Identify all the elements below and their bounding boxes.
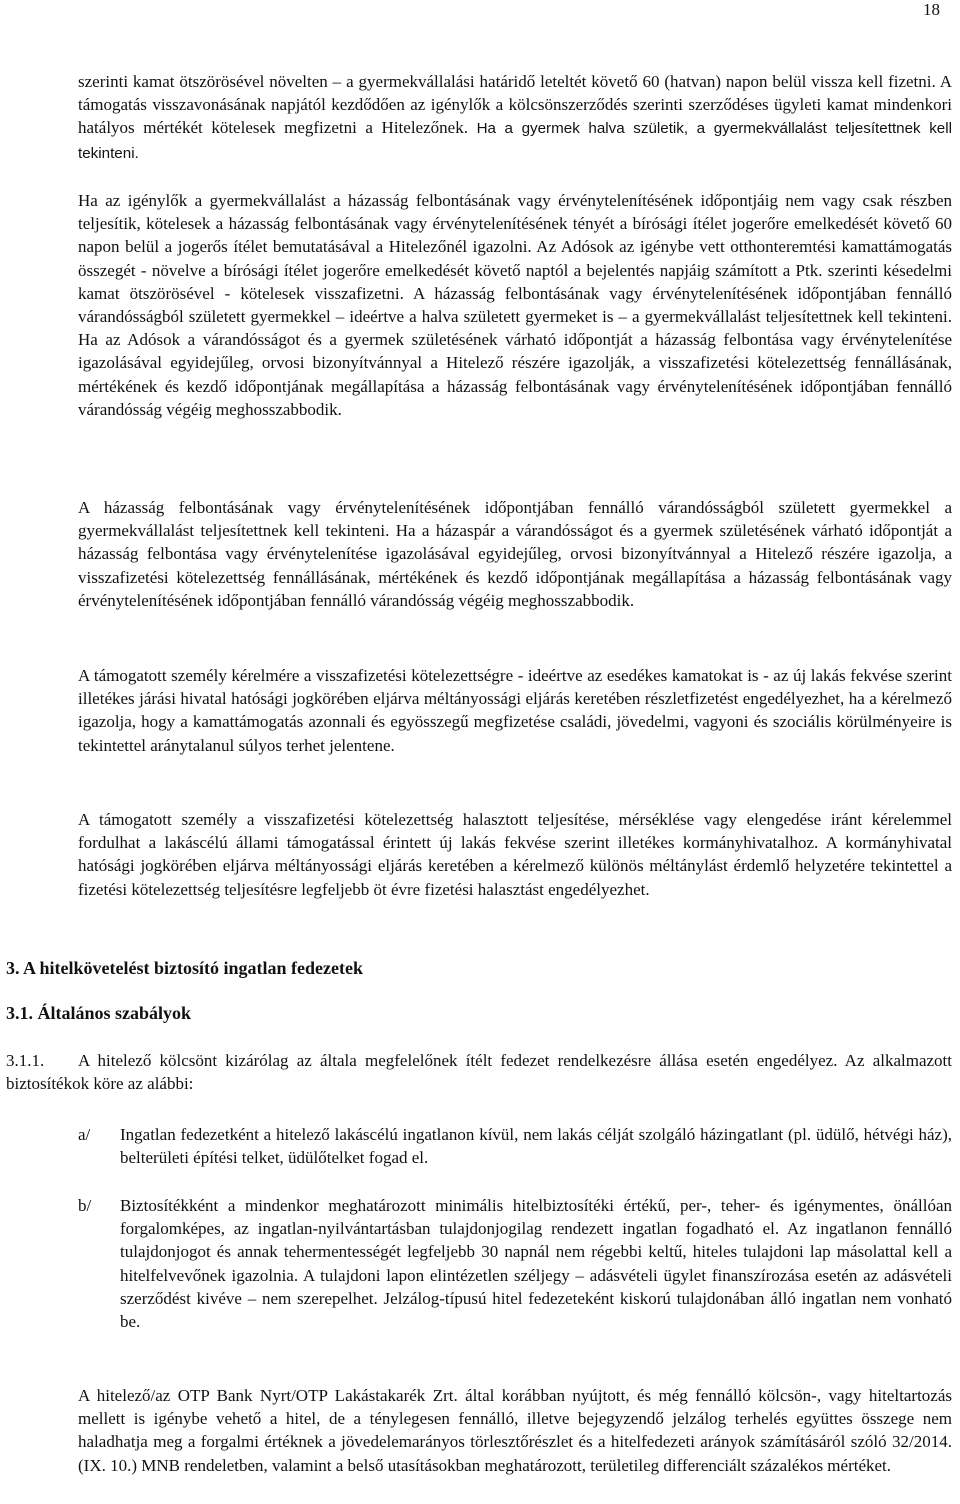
- section-2-4-8: [6, 664, 952, 757]
- section-2-4-8-paragraph-2: [78, 808, 952, 901]
- section-text: Ha az igénylők a gyermekvállalást a házasság felbontásának vagy érvénytelenítésének időpontjáig nem vagy csak részben teljesítik, kötelesek a házasság felbontásának vagy érvénytelenítésének tényét a bírósági ítélet jogerőre emelkedését követő 60 napon belül a jogerős ítélet bemutatásával a Hitelezőnél igazolni. Az Adósok az igénybe vett otthonteremtési kamattámogatás összegét - növelve a bírósági ítélet jogerőre emelkedését követő naptól a bejelentés napjáig számított a Ptk. szerinti késedelmi kamat ötszörösével - kötelesek visszafizetni. A házasság felbontásának vagy érvénytelenítésének időpontjában fennálló várandósságból született gyermekkel – ideértve a halva született gyermeket is – a gyermekvállalást teljesítettnek kell tekinteni. Ha az Adósok a várandósságot és a gyermek születésének várható időpontját a házasság felbontása vagy érvénytelenítése igazolásával egyidejűleg, orvosi bizonyítvánnyal a Hitelező részére igazolják, a visszafizetési kötelezettség fennállásának, mértékének és kezdő időpontjának megállapítása a házasság felbontásának vagy érvénytelenítésének időpontjában fennálló várandósság végéig meghosszabbodik.: [78, 191, 952, 419]
- list-item: [120, 1123, 952, 1169]
- intro-text-sans: Ha a gyermek halva születik, a gyermekvállalást teljesítettnek kell tekinteni.: [78, 120, 953, 162]
- section-text: A hitelező kölcsönt kizárólag az általa megfelelőnek ítélt fedezet rendelkezésre állása esetén engedélyez. Az alkalmazott biztosítékok köre az alábbi:: [6, 1051, 952, 1094]
- list-item-marker: b/: [78, 1196, 92, 1215]
- section-number: [6, 664, 78, 687]
- list-item: [120, 1194, 952, 1333]
- page-number: 18: [923, 0, 940, 19]
- section-text: A támogatott személy a visszafizetési kötelezettség halasztott teljesítése, mérséklése vagy elengedése iránt kérelemmel fordulhat a lakáscélú állami támogatással érintett új lakás fekvése szerint illetékes kormányhivatalhoz. A kormányhivatal hatósági jogkörében eljárva méltányossági eljárás keretében a kérelmező különös méltánylást érdemlő helyzetére tekintettel a fizetési kötelezettség teljesítésre legfeljebb öt évre fizetési halasztást engedélyezhet.: [78, 810, 952, 899]
- heading-section-3-1: 3.1. Általános szabályok: [6, 1003, 192, 1023]
- list-item-text: Biztosítékként a mindenkor meghatározott minimális hitelbiztosítéki értékű, per-, teher- és igénymentes, önállóan forgalomképes, az ingatlan-nyilvántartásban tulajdonjogilag rendezett ingatlan fogadható el. Az ingatlanon fennálló tulajdonjogot és annak tehermentességét legfeljebb 30 napnál nem régebbi keltű, hiteles tulajdoni lap másolattal kell a hitelfelvevőnek igazolnia. A tulajdoni lapon elintézetlen széljegy – adásvételi ügylet finanszírozása esetén az adásvételi szerződést kivéve – nem szerepelhet. Jelzálog-típusú hitel fedezeteként kiskorú tulajdonában álló ingatlan nem vonható be.: [120, 1196, 952, 1332]
- section-3-1-1: [6, 1049, 952, 1095]
- list-item-marker: a/: [78, 1125, 91, 1144]
- list-item-text: Ingatlan fedezetként a hitelező lakáscélú ingatlanon kívül, nem lakás célját szolgáló házingatlant (pl. üdülő, hétvégi ház), belterületi építési telket, üdülőtelket fogad el.: [120, 1125, 952, 1168]
- section-number: 3.1.1.: [6, 1051, 45, 1070]
- intro-text: szerinti kamat ötszörösével növelten – a gyermekvállalási határidő leteltét követő 60 (hatvan) napon belül vissza kell fizetni. A támogatás visszavonásának napjától kezdődően az igénylők a kölcsönszerződés szerinti szerződéses ügyleti kamat mindenkori hatályos mértékét kötelesek megfizetni a Hitelezőnek.: [78, 72, 952, 138]
- intro-paragraph: [78, 70, 952, 165]
- section-number: [6, 496, 78, 519]
- heading-section-3: 3. A hitelkövetelést biztosító ingatlan fedezetek: [6, 958, 363, 978]
- section-2-4-6: [6, 189, 952, 421]
- closing-paragraph: [78, 1384, 952, 1477]
- section-2-4-7: [6, 496, 952, 612]
- section-text: A támogatott személy kérelmére a visszafizetési kötelezettségre - ideértve az esedékes kamatokat is - az új lakás fekvése szerint illetékes járási hivatal hatósági jogkörében eljárva méltányossági eljárás keretében részletfizetést engedélyezhet, ha a kérelmező igazolja, hogy a kamattámogatás azonnali és egyösszegű megfizetése családi, jövedelmi, vagyoni és szociális körülményeire is tekintettel aránytalanul súlyos terhet jelentene.: [78, 666, 952, 755]
- closing-text: A hitelező/az OTP Bank Nyrt/OTP Lakástakarék Zrt. által korábban nyújtott, és még fennálló kölcsön-, vagy hiteltartozás mellett is igénybe vehető a hitel, de a ténylegesen fennálló, illetve bejegyzendő jelzálog terhelés együttes összege nem haladhatja meg a forgalmi értéknek a jövedelemarányos törlesztőrészlet és a hitelfedezeti arányok számításáról szóló 32/2014. (IX. 10.) MNB rendeletben, valamint a belső utasításokban meghatározott, területileg differenciált százalékos mértéket.: [78, 1386, 952, 1475]
- section-number: [6, 189, 78, 212]
- section-text: A házasság felbontásának vagy érvénytelenítésének időpontjában fennálló várandósságból született gyermekkel a gyermekvállalást teljesítettnek kell tekinteni. Ha a házaspár a várandósságot és a gyermek születésének várható időpontját a házasság felbontása vagy érvénytelenítése igazolásával egyidejűleg, orvosi bizonyítvánnyal a Hitelező részére igazolja, a visszafizetési kötelezettség fennállásának, mértékének és kezdő időpontjának megállapítása a házasság felbontásának vagy érvénytelenítésének időpontjában fennálló várandósság végéig meghosszabbodik.: [78, 498, 952, 610]
